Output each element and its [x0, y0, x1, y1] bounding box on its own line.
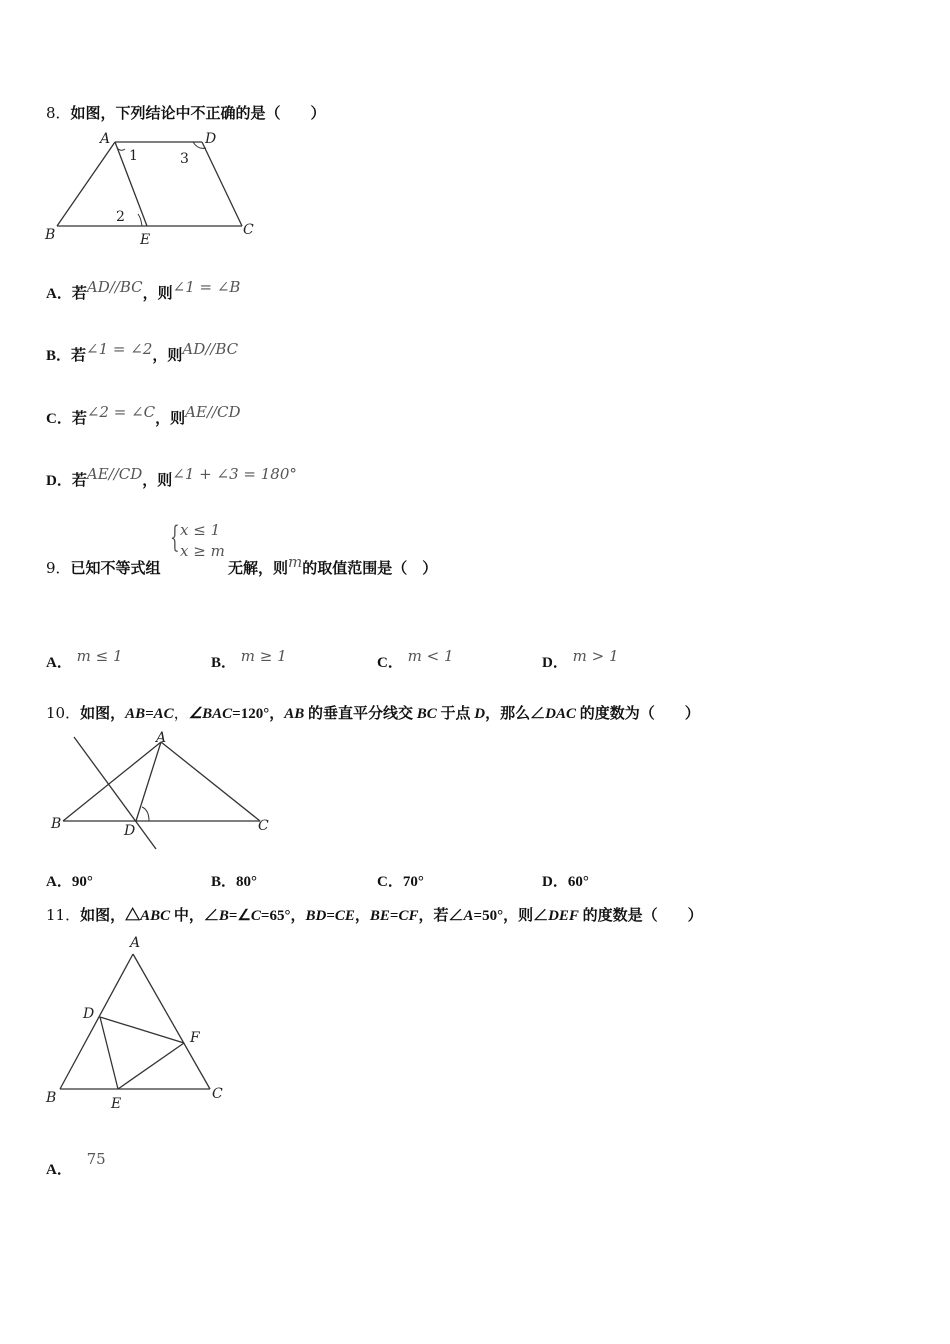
q8-label-E: E — [140, 232, 151, 248]
q11-label-F: F — [190, 1030, 200, 1046]
q8-b-condition: ∠1 = ∠2 — [86, 340, 153, 358]
q9-number: 9． — [46, 559, 71, 577]
q10-figure — [44, 728, 274, 852]
q11-option-a[interactable]: A． 75 — [46, 1150, 106, 1178]
q11-label-B: B — [46, 1090, 57, 1106]
q8-label-B: B — [45, 227, 56, 243]
q10-label-C: C — [258, 818, 269, 834]
q11-stem: 11．如图，△ABC 中，∠B=∠C=65°，BD=CE，BE=CF，若∠A=50°，则∠DEF 的度数是（ ） — [46, 906, 703, 924]
q8-option-b[interactable]: B．若∠1 = ∠2，则AD//BC — [46, 340, 239, 364]
q10-stem: 10．如图，AB=AC，∠BAC=120°，AB 的垂直平分线交 BC 于点 D，那么∠DAC 的度数为（ ） — [46, 704, 700, 722]
q10-label-B: B — [51, 816, 62, 832]
q8-label-D: D — [205, 131, 217, 147]
q11-label-C: C — [212, 1086, 223, 1102]
q11-number: 11． — [46, 906, 81, 924]
q10-number: 10． — [46, 704, 81, 722]
q10-option-d[interactable]: D．60° — [542, 874, 589, 890]
q8-stem — [46, 102, 326, 123]
q10-label-A: A — [156, 730, 167, 746]
q8-c-conclusion: AE//CD — [185, 403, 241, 421]
q8-angle-3: 3 — [180, 151, 189, 167]
q9-m: m — [288, 553, 303, 571]
q11-label-A: A — [130, 935, 141, 951]
q8-a-condition: AD//BC — [86, 278, 143, 296]
q8-stem-text: 如图，下列结论中不正确的是（ ） — [70, 106, 326, 122]
q8-option-a[interactable]: A．若AD//BC，则∠1 = ∠B — [46, 278, 241, 302]
q10-option-c[interactable]: C．70° — [377, 874, 424, 890]
q8-d-condition: AE//CD — [86, 465, 143, 483]
q8-a-conclusion: ∠1 = ∠B — [172, 278, 241, 296]
q9-stem: 9．已知不等式组 — [46, 559, 161, 577]
q9-option-d[interactable]: D． m > 1 — [542, 647, 619, 671]
q8-label-C: C — [243, 222, 254, 238]
q9-stem-rest: 无解，则m的取值范围是（ ） — [228, 553, 438, 577]
q8-c-condition: ∠2 = ∠C — [86, 403, 156, 421]
q10-option-b[interactable]: B．80° — [211, 874, 258, 890]
q8-option-d[interactable]: D．若AE//CD，则∠1 + ∠3 = 180° — [46, 465, 297, 489]
q8-label-A: A — [100, 131, 111, 147]
q8-b-conclusion: AD//BC — [182, 340, 239, 358]
q9-option-c[interactable]: C． m < 1 — [377, 647, 454, 671]
q11-label-D: D — [83, 1006, 95, 1022]
q8-number: 8． — [46, 104, 71, 122]
q9-option-b[interactable]: B． m ≥ 1 — [211, 647, 287, 671]
q9-brace: { — [170, 520, 180, 555]
q9-system-line1: x ≤ 1 — [180, 521, 221, 539]
q8-figure — [40, 128, 270, 250]
q11-figure — [40, 932, 240, 1114]
q8-option-c[interactable]: C．若∠2 = ∠C，则AE//CD — [46, 403, 241, 427]
q9-option-a[interactable]: A． m ≤ 1 — [46, 647, 123, 671]
q8-d-conclusion: ∠1 + ∠3 = 180° — [172, 465, 297, 483]
q9-system-line2: x ≥ m — [180, 542, 225, 560]
q10-label-D: D — [124, 823, 136, 839]
q8-angle-1: 1 — [129, 148, 138, 164]
q10-option-a[interactable]: A．90° — [46, 874, 93, 890]
q8-angle-2: 2 — [116, 209, 125, 225]
q11-label-E: E — [111, 1096, 122, 1112]
